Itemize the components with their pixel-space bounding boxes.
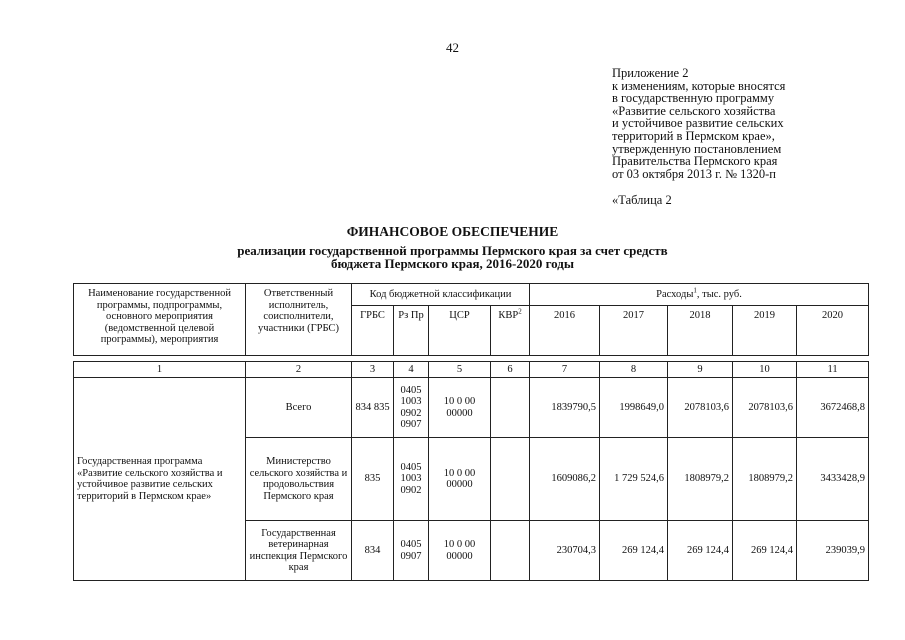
header-executor: Ответственный исполнитель, соисполнители, участники (ГРБС) xyxy=(246,284,352,356)
header-expenses xyxy=(530,284,869,306)
col-number: 3 xyxy=(352,362,394,378)
header-kvr xyxy=(491,306,530,356)
document-subtitle xyxy=(0,244,905,270)
appendix-line: территорий в Пермском крае», xyxy=(612,128,775,143)
appendix-line: Приложение 2 xyxy=(612,66,689,80)
row-kvr xyxy=(491,438,530,521)
row-value-2018: 1808979,2 xyxy=(668,438,733,521)
table-header-row xyxy=(74,284,869,306)
row-value-2016: 1839790,5 xyxy=(530,378,600,438)
row-rzpr: 0405 0907 xyxy=(394,521,429,581)
table-label: «Таблица 2 xyxy=(612,193,672,207)
subtitle-line-1: реализации государственной программы Пермского края за счет средств xyxy=(237,243,668,258)
col-number: 1 xyxy=(74,362,246,378)
row-grbs: 834 835 xyxy=(352,378,394,438)
appendix-line: в государственную программу xyxy=(612,91,775,106)
appendix-line: «Развитие сельского хозяйства xyxy=(612,103,776,118)
col-number: 8 xyxy=(600,362,668,378)
header-grbs: ГРБС xyxy=(352,306,394,356)
column-number-row xyxy=(74,362,869,378)
header-kvr-footnote: 2 xyxy=(518,307,522,316)
financing-table xyxy=(73,283,869,581)
row-executor: Министерство сельского хозяйства и продовольствия Пермского края xyxy=(246,438,352,521)
appendix-line: к изменениям, которые вносятся xyxy=(612,78,786,93)
appendix-line: Правительства Пермского края xyxy=(612,154,778,169)
row-value-2017: 1 729 524,6 xyxy=(600,438,668,521)
row-value-2016: 230704,3 xyxy=(530,521,600,581)
row-value-2019: 269 124,4 xyxy=(733,521,797,581)
appendix-line: от 03 октября 2013 г. № 1320-п xyxy=(612,166,776,181)
row-csr: 10 0 00 00000 xyxy=(429,438,491,521)
row-value-2017: 269 124,4 xyxy=(600,521,668,581)
header-csr: ЦСР xyxy=(429,306,491,356)
col-number: 11 xyxy=(797,362,869,378)
row-executor: Государственная ветеринарная инспекция Пермского края xyxy=(246,521,352,581)
row-value-2017: 1998649,0 xyxy=(600,378,668,438)
row-value-2020: 3433428,9 xyxy=(797,438,869,521)
table-row xyxy=(74,378,869,438)
program-name: Государственная программа «Развитие сельского хозяйства и устойчивое развитие сельских территорий в Пермском крае» xyxy=(74,378,246,581)
col-number: 2 xyxy=(246,362,352,378)
row-csr: 10 0 00 00000 xyxy=(429,378,491,438)
col-number: 5 xyxy=(429,362,491,378)
header-expenses-unit: , тыс. руб. xyxy=(696,288,742,300)
col-number: 7 xyxy=(530,362,600,378)
row-value-2018: 269 124,4 xyxy=(668,521,733,581)
row-value-2016: 1609086,2 xyxy=(530,438,600,521)
row-value-2020: 3672468,8 xyxy=(797,378,869,438)
col-number: 6 xyxy=(491,362,530,378)
subtitle-line-2: бюджета Пермского края, 2016-2020 годы xyxy=(330,256,575,271)
row-rzpr: 0405 1003 0902 xyxy=(394,438,429,521)
row-kvr xyxy=(491,378,530,438)
header-rzpr: Рз Пр xyxy=(394,306,429,356)
col-number: 10 xyxy=(733,362,797,378)
header-kvr-label: КВР xyxy=(498,310,519,321)
header-year-2017: 2017 xyxy=(600,306,668,356)
appendix-note xyxy=(612,67,785,180)
row-value-2019: 1808979,2 xyxy=(733,438,797,521)
header-year-2016: 2016 xyxy=(530,306,600,356)
header-year-2020: 2020 xyxy=(797,306,869,356)
header-year-2018: 2018 xyxy=(668,306,733,356)
row-executor: Всего xyxy=(246,378,352,438)
document-title: ФИНАНСОВОЕ ОБЕСПЕЧЕНИЕ xyxy=(346,224,559,239)
row-value-2020: 239039,9 xyxy=(797,521,869,581)
header-name: Наименование государственной программы, подпрограммы, основного мероприятия (ведомственной целевой программы), мероприятия xyxy=(74,284,246,356)
col-number: 9 xyxy=(668,362,733,378)
header-expenses-footnote: 1 xyxy=(693,286,697,295)
row-grbs: 835 xyxy=(352,438,394,521)
row-value-2019: 2078103,6 xyxy=(733,378,797,438)
col-number: 4 xyxy=(394,362,429,378)
row-grbs: 834 xyxy=(352,521,394,581)
header-code: Код бюджетной классификации xyxy=(352,284,530,306)
appendix-line: утвержденную постановлением xyxy=(612,141,782,156)
row-rzpr: 0405 1003 0902 0907 xyxy=(394,378,429,438)
header-expenses-label: Расходы xyxy=(656,288,694,300)
row-csr: 10 0 00 00000 xyxy=(429,521,491,581)
page-number: 42 xyxy=(446,40,459,55)
header-year-2019: 2019 xyxy=(733,306,797,356)
row-value-2018: 2078103,6 xyxy=(668,378,733,438)
appendix-line: и устойчивое развитие сельских xyxy=(612,116,784,131)
row-kvr xyxy=(491,521,530,581)
